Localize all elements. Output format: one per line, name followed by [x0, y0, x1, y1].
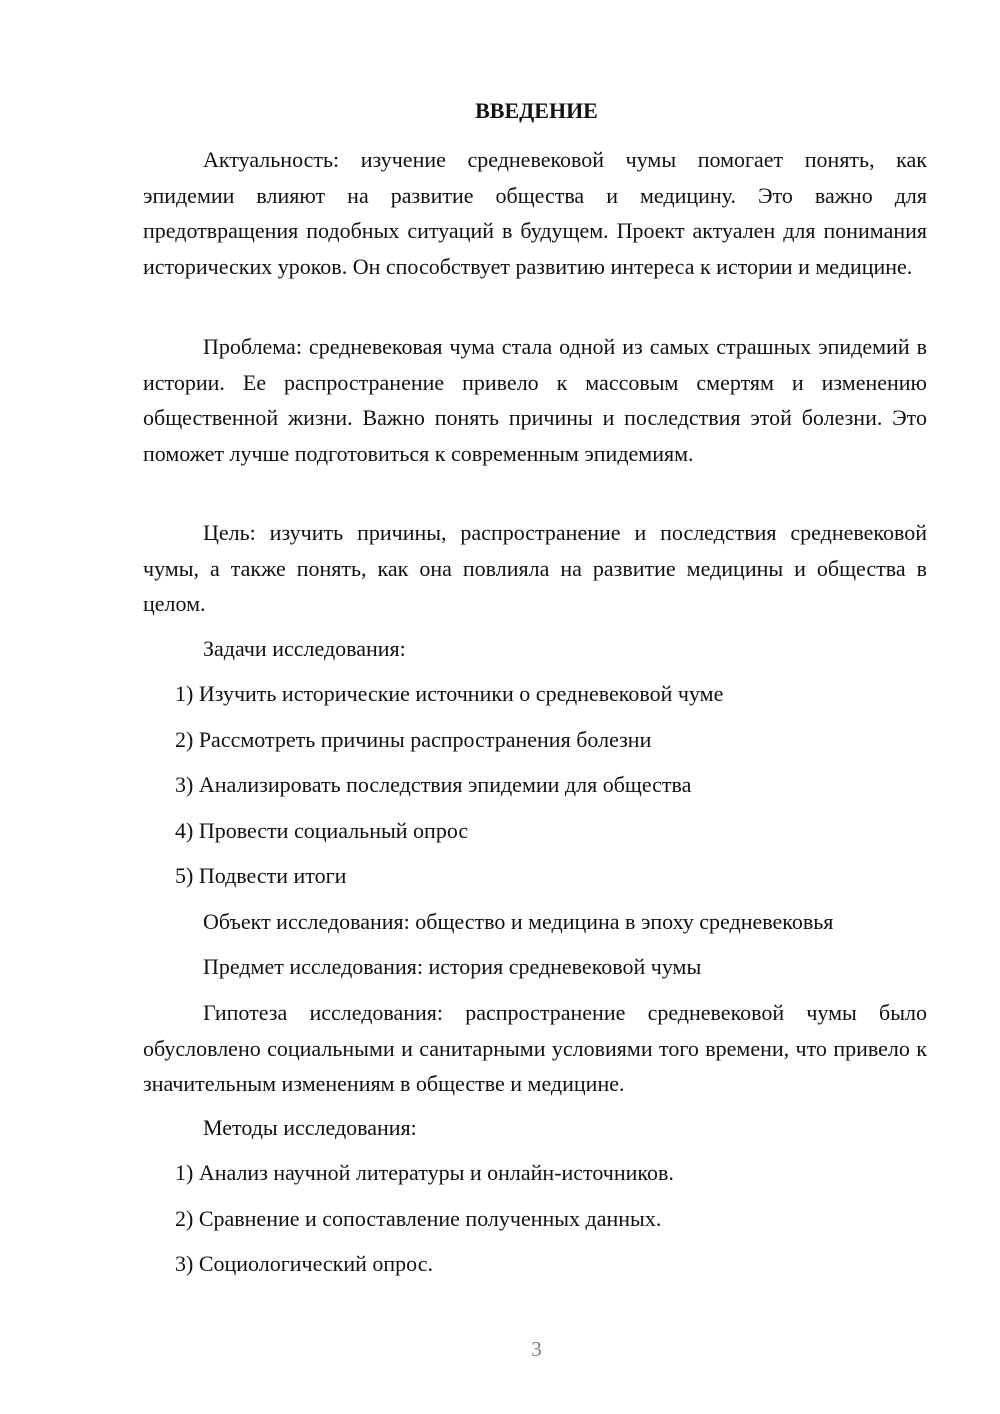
task-item: 3) Анализировать последствия эпидемии для общества: [175, 772, 692, 797]
tasks-heading: Задачи исследования:: [203, 636, 406, 661]
research-subject: Предмет исследования: история средневековой чумы: [203, 954, 702, 979]
relevance-paragraph: Актуальность: изучение средневековой чумы помогает понять, как эпидемии влияют на развитие общества и медицину. Это важно для предотвращения подобных ситуаций в будущем. Проект актуален для понимания исторических уроков. Он способствует развитию интереса к истории и медицине.: [143, 147, 927, 279]
task-item: 1) Изучить исторические источники о средневековой чуме: [175, 681, 724, 706]
method-item: 1) Анализ научной литературы и онлайн-источников.: [175, 1160, 674, 1185]
goal-paragraph: Цель: изучить причины, распространение и последствия средневековой чумы, а также понять, как она повлияла на развитие медицины и общества в целом.: [143, 520, 927, 616]
method-item: 2) Сравнение и сопоставление полученных данных.: [175, 1206, 662, 1231]
research-object: Объект исследования: общество и медицина в эпоху средневековья: [203, 909, 834, 934]
section-title: ВВЕДЕНИЕ: [475, 98, 598, 123]
problem-paragraph: Проблема: средневековая чума стала одной из самых страшных эпидемий в истории. Ее распространение привело к массовым смертям и изменению общественной жизни. Важно понять причины и последствия этой болезни. Это поможет лучше подготовиться к современным эпидемиям.: [143, 334, 927, 466]
page-number: 3: [531, 1337, 542, 1361]
hypothesis-paragraph: Гипотеза исследования: распространение средневековой чумы было обусловлено социальными и санитарными условиями того времени, что привело к значительным изменениям в обществе и медицине.: [143, 1000, 927, 1096]
task-item: 2) Рассмотреть причины распространения болезни: [175, 727, 652, 752]
method-item: 3) Социологический опрос.: [175, 1251, 433, 1276]
task-item: 5) Подвести итоги: [175, 863, 347, 888]
methods-heading: Методы исследования:: [203, 1115, 417, 1140]
task-item: 4) Провести социальный опрос: [175, 818, 469, 843]
